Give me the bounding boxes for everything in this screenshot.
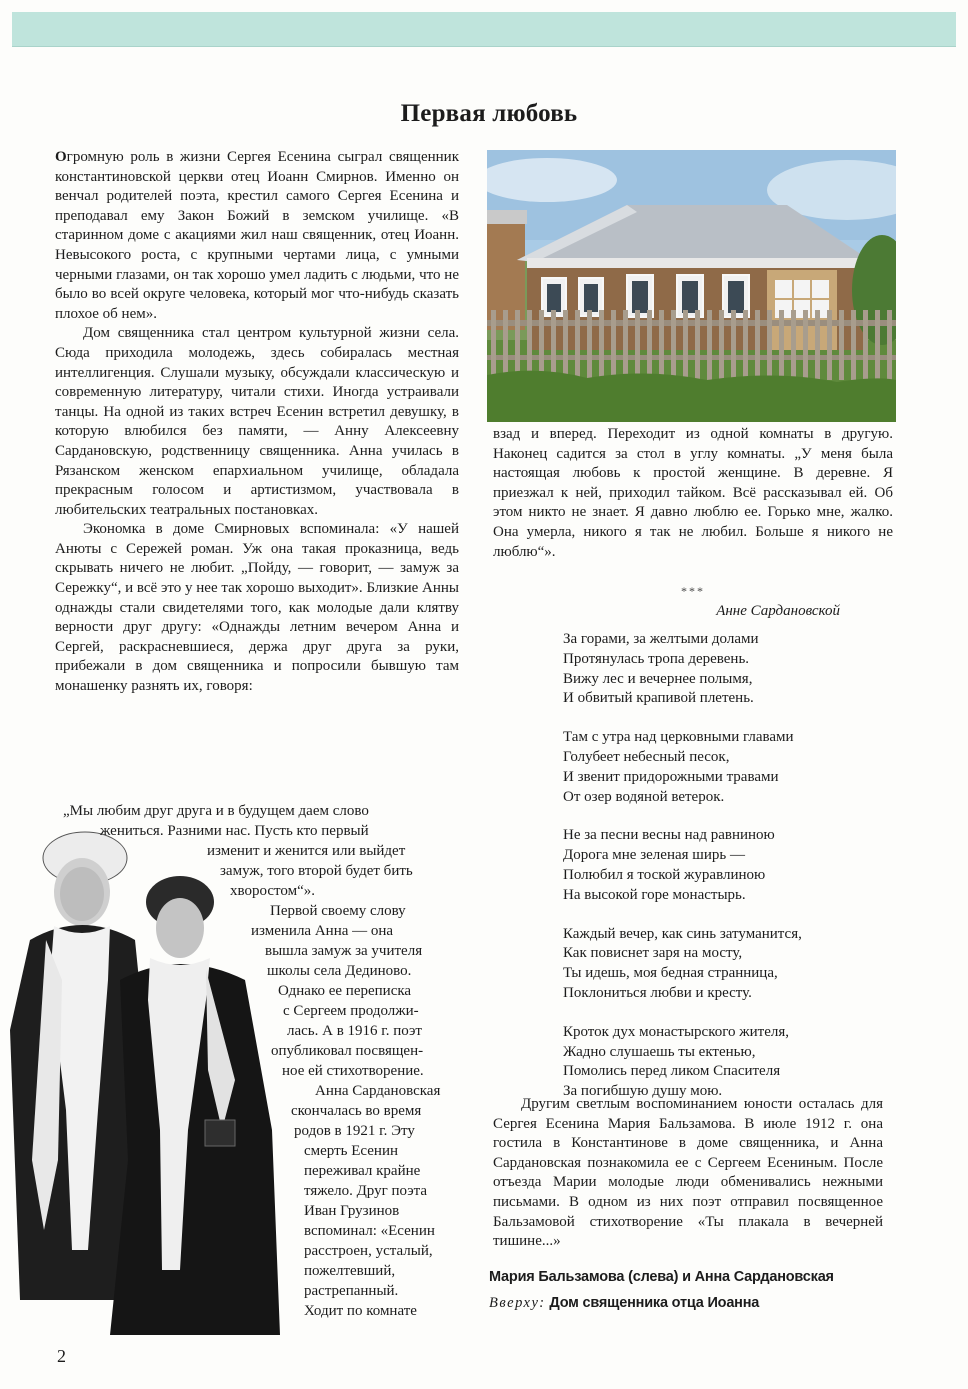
wrap-line: Иван Грузинов (304, 1203, 400, 1219)
poem-line: Помолись перед ликом Спасителя (563, 1063, 781, 1080)
poem-stanza (563, 1023, 893, 1102)
wrap-line: скончалась во время (291, 1103, 422, 1119)
wrap-line: ное ей стихотворение. (282, 1063, 424, 1079)
poem-line: От озер водяной ветерок. (563, 788, 725, 805)
bottom-paragraph: Другим светлым воспоминанием юности осталась для Сергея Есенина Мария Бальзамова. В июле 1912 г. она гостила в Константинове в доме священника, и Анна Сардановская познакомила ее с Сергеем Есениным. После отъезда Марии молодые люди обменивались нежными письмами. В одном из них поэт отправил посвященное Бальзамовой стихотворение «Ты плакала в вечерней тишине...» (493, 1096, 883, 1250)
right-column (493, 425, 893, 562)
wrapped-text-around-photo (14, 802, 460, 1322)
top-color-band (12, 12, 956, 47)
poem-line: Там с утра над церковными главами (563, 729, 794, 746)
wrap-line: родов в 1921 г. Эту (294, 1123, 415, 1139)
wrap-line: изменит и женится или выйдет (207, 843, 406, 859)
wrap-line: Однако ее переписка (278, 983, 412, 999)
poem-line: Дорога мне зеленая ширь — (563, 847, 745, 864)
wrap-line: расстроен, усталый, (304, 1243, 433, 1259)
wrap-line: Анна Сардановская (315, 1083, 441, 1099)
poem-line: Ты идешь, моя бедная странница, (563, 965, 778, 982)
wrap-line: с Сергеем продолжи- (283, 1003, 419, 1019)
poem-line: И обвитый крапивой плетень. (563, 690, 754, 707)
poem-line: Полюбил я тоской журавлиною (563, 866, 766, 883)
wrap-line: растрепанный. (304, 1283, 399, 1299)
wrap-line: пожелтевший, (304, 1263, 396, 1279)
women-photo-caption: Мария Бальзамова (слева) и Анна Сардановская (489, 1269, 834, 1285)
poem-line: Кроток дух монастырского жителя, (563, 1023, 790, 1040)
house-photo-caption (489, 1295, 909, 1312)
wrap-line: опубликовал посвящен- (271, 1043, 424, 1059)
wrap-line: вспоминал: «Есенин (304, 1223, 435, 1239)
poem-stanza (563, 728, 893, 807)
page-title: Первая любовь (400, 100, 578, 127)
wrap-line: школы села Дединово. (267, 963, 412, 979)
poem-line: И звенит придорожными травами (563, 768, 779, 785)
priest-house-photo (487, 150, 896, 422)
poem-line: Протянулась тропа деревень. (563, 650, 750, 667)
wrap-line: Ходит по комнате (304, 1303, 417, 1319)
poem (563, 630, 893, 1121)
paragraph-1 (55, 148, 459, 324)
poem-separator-stars: *** (681, 584, 705, 598)
poem-line: Поклониться любви и кресту. (563, 984, 752, 1001)
wrap-line: смерть Есенин (304, 1143, 398, 1159)
poem-line: Как повиснет заря на мосту, (563, 945, 743, 962)
paragraph-3: Экономка в доме Смирновых вспоминала: «У нашей Анюты с Сережей роман. Уж она такая проказница, ведь скрывать ничего не любит. „Пойду, — говорит, — замуж за Сережку“, и всё это у нее так хорошо выходит». Близкие Анны однажды стали свидетелями того, как молодые дали клятву верности друг другу: «Однажды летним вечером Анна и Сергей, раскрасневшиеся, держа друг друга за руки, прибежали в дом священника и попросили бывшую там монашенку разнять их, говоря: (55, 521, 459, 695)
wrap-line: жениться. Разними нас. Пусть кто первый (100, 823, 369, 839)
drop-initial: О (55, 149, 67, 165)
left-column (55, 148, 459, 697)
wrap-line: переживал крайне (304, 1163, 421, 1179)
wrap-line: хворостом“». (230, 883, 315, 899)
poem-line: Каждый вечер, как синь затуманится, (563, 925, 802, 942)
poem-line: Вижу лес и вечернее полымя, (563, 670, 753, 687)
wrap-line: замуж, того второй будет бить (220, 863, 413, 879)
poem-line: Не за песни весны над равниною (563, 827, 775, 844)
paragraph-1-text: громную роль в жизни Сергея Есенина сыграл священник константиновской церкви отец Иоанн Смирнов. Именно он венчал родителей поэта, крестил самого Сергея Есенина и преподавал ему Закон Божий в земском училище. «В старинном доме с акациями жил наш священник, отец Иоанн. Невысокого роста, с крупными чертами лица, с умными черными глазами, он так хорошо умел ладить с людьми, что не было во всей округе человека, который мог что-нибудь сказать плохое об нем». (55, 149, 459, 322)
poem-dedication: Анне Сардановской (716, 603, 840, 619)
poem-stanza (563, 826, 893, 905)
paragraph-2: Дом священника стал центром культурной жизни села. Сюда приходила молодежь, здесь собиралась местная интеллигенция. Слушали музыку, обсуждали классическую и современную литературу, читали стихи. Иногда устраивали танцы. На одной из таких встреч Есенин встретил девушку, в которую влюбился без памяти, — Анну Алексеевну Сардановскую, родственницу священника. Анна училась в Рязанском женском епархиальном училище, обладала прекрасным голосом и артистизмом, участвовала в любительских театральных постановках. (55, 325, 459, 518)
wrap-line: вышла замуж за учителя (265, 943, 423, 959)
house-caption-text: Дом священника отца Иоанна (549, 1295, 760, 1311)
wrap-line: Первой своему слову (270, 903, 406, 919)
poem-line: За горами, за желтыми долами (563, 631, 759, 647)
wrap-line: „Мы любим друг друга и в будущем даем слово (63, 803, 369, 819)
poem-line: Голубеет небесный песок, (563, 748, 730, 765)
page-number: 2 (57, 1346, 66, 1366)
bottom-right-column (493, 1095, 883, 1252)
poem-line: За погибшую душу мою. (563, 1083, 723, 1100)
poem-stanza (563, 630, 893, 709)
wrap-line: тяжело. Друг поэта (304, 1183, 428, 1199)
poem-line: На высокой горе монастырь. (563, 886, 746, 903)
wrap-line: изменила Анна — она (251, 923, 394, 939)
poem-stanza (563, 925, 893, 1004)
wrap-line: лась. А в 1916 г. поэт (287, 1023, 422, 1039)
right-paragraph-1: взад и вперед. Переходит из одной комнаты в другую. Наконец садится за стол в углу комнаты. „У меня была настоящая любовь к простой женщине. В деревне. Я приезжал к ней, приходил тайком. Всё рассказывал ей. Об этом никто не знает. Я давно люблю ее. Горько мне, жалко. Она умерла, никого я так не любил. Больше я никого не люблю“». (493, 426, 893, 560)
house-caption-label: Вверху: (489, 1295, 546, 1311)
poem-line: Жадно слушаешь ты ектенью, (563, 1043, 756, 1060)
